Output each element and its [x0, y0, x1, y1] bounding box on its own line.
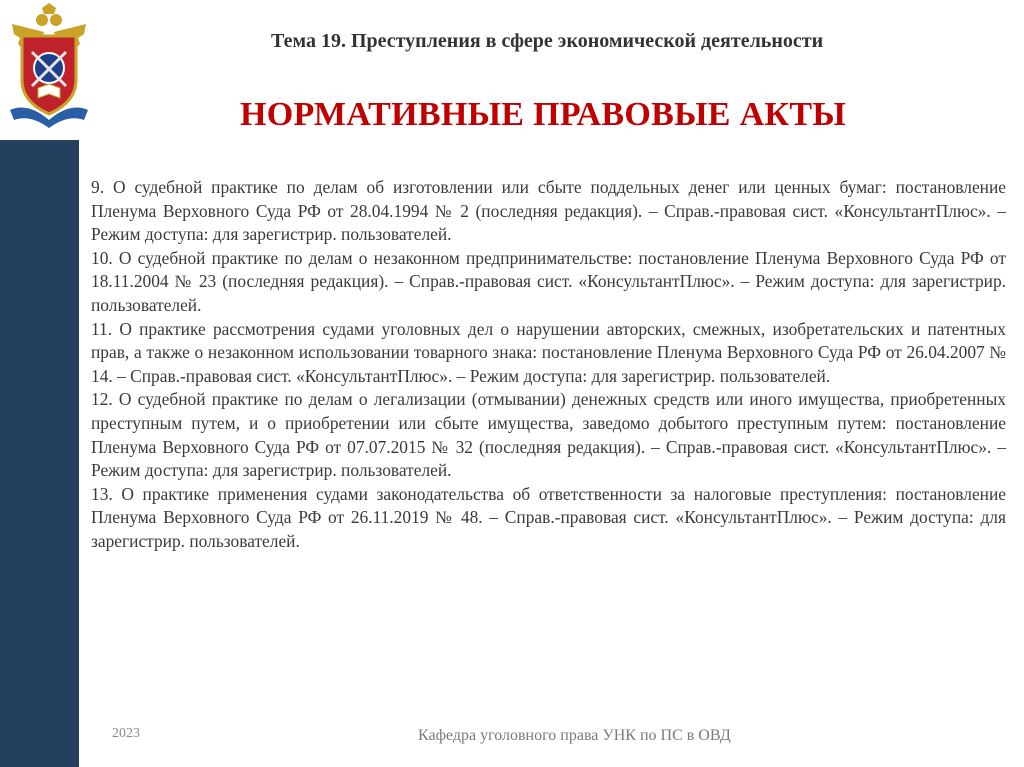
list-item: 12. О судебной практике по делам о легализации (отмывании) денежных средств или иного имущества, приобретенных преступным путем, и о приобретении или сбыте имущества, заведомо добытого преступным путем: постановление Пленума Верховного Суда РФ от 07.07.2015 № 32 (последняя редакция). – Справ.-правовая сист. «КонсультантПлюс». – Режим доступа: для зарегистрир. пользователей. — [91, 389, 1006, 481]
list-item: 11. О практике рассмотрения судами уголовных дел о нарушении авторских, смежных, изобретательских и патентных прав, а также о незаконном использовании товарного знака: постановление Пленума Верховного Суда РФ от 26.04.2007 № 14. – Справ.-правовая сист. «КонсультантПлюс». – Режим доступа: для зарегистрир. пользователей. — [91, 318, 1006, 386]
list-item: 9. О судебной практике по делам об изготовлении или сбыте поддельных денег или ценных бумаг: постановление Пленума Верховного Суда РФ от 28.04.1994 № 2 (последняя редакция). – Справ.-правовая сист. «КонсультантПлюс». – Режим доступа: для зарегистрир. пользователей. — [91, 177, 1006, 245]
footer-department: Кафедра уголовного права УНК по ПС в ОВД — [418, 727, 731, 744]
slide-title: НОРМАТИВНЫЕ ПРАВОВЫЕ АКТЫ — [240, 96, 847, 133]
list-item: 10. О судебной практике по делам о незаконном предпринимательстве: постановление Пленума Верховного Суда РФ от 18.11.2004 № 23 (последняя редакция). – Справ.-правовая сист. «КонсультантПлюс». – Режим доступа: для зарегистрир. пользователей. — [91, 247, 1006, 315]
list-item: 13. О практике применения судами законодательства об ответственности за налоговые преступления: постановление Пленума Верховного Суда РФ от 26.11.2019 № 48. – Справ.-правовая сист. «КонсультантПлюс». – Режим доступа: для зарегистрир. пользователей. — [91, 483, 1006, 551]
legal-acts-list — [91, 176, 1006, 554]
sidebar-bar — [0, 140, 79, 767]
eagle-shield-emblem-icon — [4, 2, 94, 130]
footer-year: 2023 — [112, 726, 140, 741]
topic-heading: Тема 19. Преступления в сфере экономической деятельности — [271, 30, 824, 52]
